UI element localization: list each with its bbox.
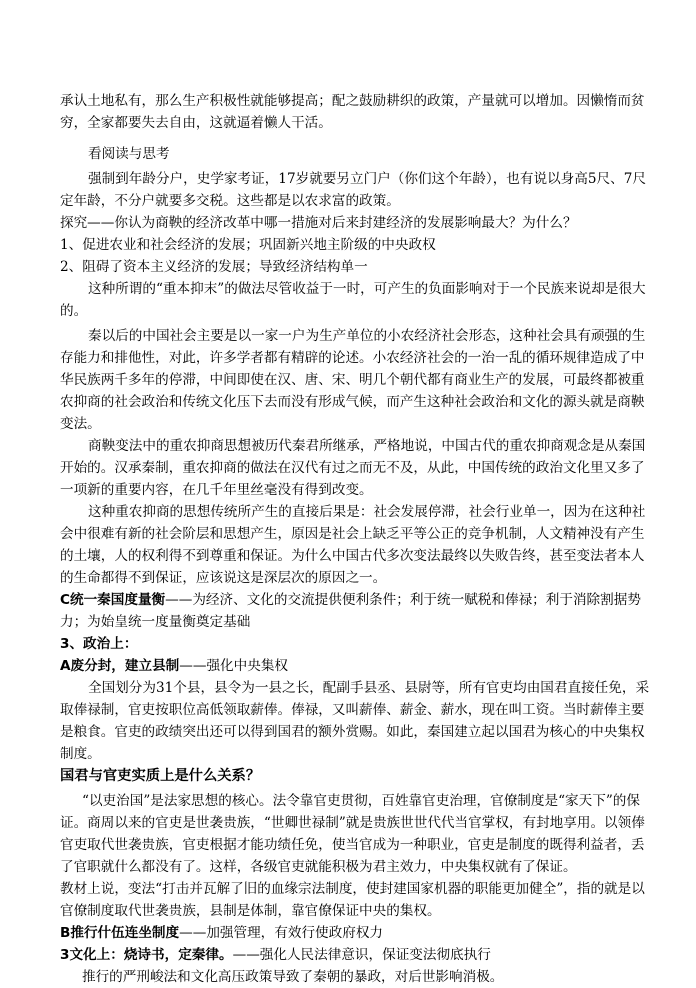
paragraph-county-system: 全国划分为31个县，县令为一县之长，配副手县丞、县尉等，所有官吏均由国君直接任免，采取俸禄制，官吏按职位高低领取薪俸。俸禄，又叫薪俸、薪金、薪水，现在叫工资。当时薪俸主要是粮食。官吏的政绩突出还可以得到国君的额外赏赐。如此，秦国建立起以国君为核心的中央集权制度。 (60, 680, 650, 762)
section-b-collective-punishment (60, 922, 650, 944)
section-a-counties (60, 655, 650, 677)
paragraph-harsh-laws: 推行的严刑峻法和文化高压政策导致了秦朝的暴政，对后世影响消极。 (82, 969, 504, 985)
section-culture (60, 944, 650, 966)
answer-point-2: 2、阻碍了资本主义经济的发展；导致经济结构单一 (60, 259, 368, 275)
section-c-text: ——为经济、文化的交流提供便利条件；利于统一赋税和俸禄；利于消除割据势力；为始皇统一度量衡奠定基础 (60, 592, 641, 630)
section-culture-heading: 3文化上：烧诗书，定秦律。 (60, 947, 233, 963)
section-politics-heading: 3、政治上： (60, 636, 138, 652)
section-culture-text: ——强化人民法律意识，保证变法彻底执行 (232, 947, 491, 963)
section-b-text: ——加强管理，有效行使政府权力 (179, 925, 384, 941)
paragraph-textbook-note: 教材上说，变法“打击并瓦解了旧的血缘宗法制度，使封建国家机器的职能更加健全”，指的就是以官僚制度取代世袭贵族，县制是体制，靠官僚保证中央的集权。 (60, 881, 645, 919)
section-c-heading: C统一秦国度量衡 (60, 592, 166, 608)
paragraph-shang-yang-legacy: 商鞅变法中的重农抑商思想被历代秦君所继承，严格地说，中国古代的重农抑商观念是从秦国开始的。汉承秦制，重农抑商的做法在汉代有过之而无不及，从此，中国传统的政治文化里又多了一项新的重要内容，在几千年里丝毫没有得到改变。 (60, 438, 646, 498)
reading-prompt: 看阅读与思考 (88, 146, 170, 162)
paragraph-negative-impact: 这种所谓的“重本抑末”的做法尽管收益于一时，可产生的负面影响对于一个民族来说却是很大的。 (60, 281, 646, 319)
paragraph-direct-consequences: 这种重农抑商的思想传统所产生的直接后果是：社会发展停滞，社会行业单一，因为在这种社会中很难有新的社会阶层和思想产生，原因是社会上缺乏平等公正的竞争机制，人文精神没有产生的土壤，人的权利得不到尊重和保证。为什么中国古代多次变法最终以失败告终，甚至变法者本人的生命都得不到保证，应该说这是深层次的原因之一。 (60, 504, 646, 586)
answer-point-1: 1、促进农业和社会经济的发展；巩固新兴地主阶级的中央政权 (60, 237, 436, 253)
paragraph-household-split: 强制到年龄分户，史学家考证，17岁就要另立门户（你们这个年龄），也有说以身高5尺、7尺定年龄，不分户就要多交税。这些都是以农求富的政策。 (60, 171, 646, 209)
paragraph-small-peasant-economy: 秦以后的中国社会主要是以一家一户为生产单位的小农经济社会形态，这种社会具有顽强的生存能力和排他性，对此，许多学者都有精辟的论述。小农经济社会的一治一乱的循环规律造成了中华民族两千多年的停滞，中间即使在汉、唐、宋、明几个朝代都有商业生产的发展，可最终都被重农抑商的社会政治和传统文化压下去而没有形成气候，而产生这种社会政治和文化的源头就是商鞅变法。 (60, 328, 646, 432)
question-ruler-officials: 国君与官吏实质上是什么关系？ (60, 768, 261, 784)
paragraph-rule-by-officials: “以吏治国”是法家思想的核心。法令靠官吏贯彻，百姓靠官吏治理，官僚制度是“家天下”的保证。商周以来的官吏是世袭贵族，“世卿世禄制”就是贵族世世代代当官掌权，有封地享用。以领俸官吏取代世袭贵族，官吏根据才能功绩任免，使当官成为一种职业，官吏是制度的既得利益者，丢了官职就什么都没有了。这样，各级官吏就能积极为君主效力，中央集权就有了保证。 (60, 793, 645, 875)
section-a-heading: A废分封，建立县制 (60, 658, 180, 674)
section-b-heading: B推行什伍连坐制度 (60, 925, 180, 941)
section-a-text: ——强化中央集权 (179, 658, 289, 674)
document-body (60, 90, 650, 988)
paragraph-land-ownership: 承认土地私有，那么生产积极性就能够提高；配之鼓励耕织的政策，产量就可以增加。因懒惰而贫穷，全家都要失去自由，这就逼着懒人干活。 (60, 93, 645, 131)
section-c-measures (60, 589, 650, 633)
inquiry-question: 探究——你认为商鞅的经济改革中哪一措施对后来封建经济的发展影响最大？为什么？ (60, 215, 577, 231)
